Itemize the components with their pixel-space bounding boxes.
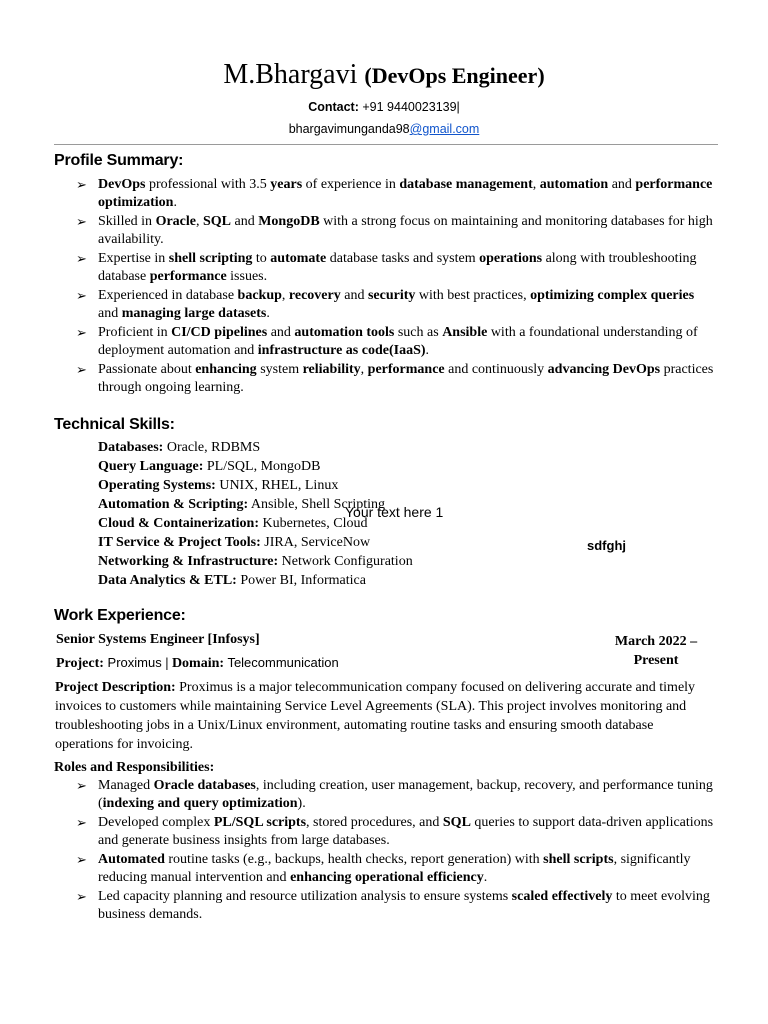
profile-summary-list — [76, 176, 716, 398]
text: Developed complex — [98, 814, 214, 830]
project-line — [56, 655, 339, 672]
skill-value: Network Configuration — [278, 554, 413, 569]
text: and — [231, 213, 259, 229]
text: to meet evolving business demands. — [98, 888, 710, 923]
text: of experience in — [302, 177, 400, 192]
header-divider — [54, 144, 718, 145]
arrow-bullet-icon: ➢ — [76, 213, 87, 229]
bold-text: performance optimization — [98, 177, 713, 211]
phone-number: +91 9440023139| — [358, 100, 460, 114]
skill-row — [98, 438, 413, 457]
role-bullet — [76, 814, 716, 851]
skill-value: Oracle, RDBMS — [163, 440, 261, 455]
job-title: Senior Systems Engineer [Infosys] — [56, 632, 260, 647]
bold-text: DevOps — [98, 177, 146, 192]
bold-text: performance — [149, 269, 227, 285]
arrow-bullet-icon: ➢ — [76, 778, 87, 793]
work-experience-heading: Work Experience: — [54, 607, 186, 624]
skill-label: Databases: — [98, 440, 164, 455]
candidate-role: (DevOps Engineer) — [364, 63, 545, 88]
bold-text: CI/CD pipelines — [171, 324, 268, 340]
bold-text: Oracle — [155, 213, 196, 229]
profile-bullet — [76, 287, 716, 324]
role-bullet — [76, 777, 716, 814]
text: routine tasks (e.g., backups, health checks, report generation) with — [164, 851, 544, 867]
text: and — [608, 177, 636, 192]
text: Passionate about — [98, 361, 196, 377]
bold-text: infrastructure as code(IaaS) — [257, 343, 426, 359]
resume-header — [0, 57, 768, 94]
domain-value: Telecommunication — [224, 655, 339, 670]
skill-value: Ansible, Shell Scripting — [248, 497, 386, 512]
skill-row — [98, 457, 413, 476]
arrow-bullet-icon: ➢ — [76, 177, 87, 192]
name-title — [0, 57, 768, 94]
text: Expertise in — [98, 250, 169, 266]
bold-text: recovery — [288, 287, 341, 303]
project-description-label: Project Description: — [55, 680, 176, 695]
text: , — [360, 361, 368, 377]
stray-text: sdfghj — [587, 538, 626, 553]
bold-text: indexing and query optimization — [102, 796, 298, 812]
profile-summary-heading: Profile Summary: — [54, 152, 184, 169]
bold-text: shell scripts — [543, 851, 614, 867]
bold-text: automation tools — [294, 324, 395, 340]
candidate-name: M.Bhargavi — [223, 59, 358, 90]
bold-text: Automated — [98, 851, 165, 867]
text: with best practices, — [415, 287, 531, 303]
skill-row — [98, 533, 413, 552]
bold-text: reliability — [302, 361, 361, 377]
placeholder-textbox[interactable]: Your text here 1 — [345, 504, 444, 520]
text: professional with 3.5 — [145, 177, 271, 192]
bold-text: enhancing operational efficiency — [290, 870, 484, 886]
technical-skills-heading: Technical Skills: — [54, 416, 175, 433]
bold-text: backup — [237, 287, 282, 303]
arrow-bullet-icon: ➢ — [76, 324, 87, 340]
text: . — [483, 870, 488, 886]
bold-text: enhancing — [195, 361, 257, 377]
bold-text: SQL — [202, 213, 231, 229]
text: queries to support data-driven applications and generate business insights from large databases. — [98, 814, 714, 849]
project-separator: | — [165, 656, 169, 671]
bold-text: Ansible — [442, 324, 488, 340]
text: , — [195, 213, 203, 229]
text: such as — [394, 324, 443, 340]
profile-bullet — [76, 176, 716, 213]
bold-text: managing large datasets — [121, 306, 267, 322]
arrow-bullet-icon: ➢ — [76, 814, 87, 830]
bold-text: advancing DevOps — [547, 361, 661, 377]
skill-label: Operating Systems: — [98, 478, 216, 493]
arrow-bullet-icon: ➢ — [76, 287, 87, 303]
skill-label: Cloud & Containerization: — [98, 516, 259, 531]
bold-text: automate — [270, 250, 327, 266]
project-label: Project: — [56, 656, 104, 671]
bold-text: shell scripting — [168, 250, 253, 266]
text: ). — [297, 796, 306, 812]
text: Led capacity planning and resource utilization analysis to ensure systems — [98, 888, 512, 904]
text: and — [98, 306, 122, 322]
arrow-bullet-icon: ➢ — [76, 250, 87, 266]
project-description — [55, 678, 715, 754]
profile-bullet — [76, 324, 716, 361]
text: and — [340, 287, 368, 303]
bold-text: years — [270, 177, 303, 192]
job-date-end: Present — [633, 653, 679, 668]
skill-row — [98, 476, 413, 495]
skill-value: JIRA, ServiceNow — [260, 535, 371, 550]
bold-text: security — [367, 287, 416, 303]
job-dates — [600, 632, 712, 670]
skill-row — [98, 552, 413, 571]
arrow-bullet-icon: ➢ — [76, 361, 87, 377]
skill-label: Automation & Scripting: — [98, 497, 249, 512]
text: and — [267, 324, 295, 340]
skill-value: PL/SQL, MongoDB — [203, 459, 321, 474]
text: , — [532, 177, 540, 192]
profile-bullet — [76, 213, 716, 250]
email-link[interactable]: @gmail.com — [409, 122, 480, 136]
bold-text: performance — [367, 361, 445, 377]
bold-text: Oracle databases — [153, 778, 256, 793]
role-bullet — [76, 888, 716, 925]
text: with a strong focus on maintaining and monitoring databases for high availability. — [98, 213, 713, 248]
text: to — [252, 250, 271, 266]
bold-text: database management — [399, 177, 533, 192]
bold-text: scaled effectively — [511, 888, 613, 904]
text: Proficient in — [98, 324, 172, 340]
project-value: Proximus — [103, 655, 166, 670]
text: practices through ongoing learning. — [98, 361, 714, 396]
skill-label: Data Analytics & ETL: — [98, 573, 237, 588]
bold-text: SQL — [442, 814, 471, 830]
text: , significantly reducing manual intervention and — [98, 851, 691, 886]
text: and continuously — [444, 361, 548, 377]
text: . — [425, 343, 430, 359]
email-user: bhargavimunganda98 — [288, 122, 410, 136]
text: , including creation, user management, backup, recovery, and performance tuning ( — [98, 778, 713, 812]
text: issues. — [226, 269, 268, 285]
skill-label: IT Service & Project Tools: — [98, 535, 261, 550]
skill-label: Networking & Infrastructure: — [98, 554, 279, 569]
email-line — [0, 122, 768, 136]
text: . — [173, 195, 177, 211]
bold-text: automation — [539, 177, 609, 192]
bold-text: PL/SQL scripts — [213, 814, 307, 830]
skill-value: Power BI, Informatica — [236, 573, 366, 588]
bold-text: MongoDB — [258, 213, 320, 229]
skill-value: Kubernetes, Cloud — [259, 516, 368, 531]
text: , — [281, 287, 289, 303]
text: database tasks and system — [326, 250, 480, 266]
bold-text: optimizing complex queries — [530, 287, 695, 303]
text: Experienced in database — [98, 287, 238, 303]
role-bullet — [76, 851, 716, 888]
text: Managed — [98, 778, 154, 793]
profile-bullet — [76, 361, 716, 398]
text: , stored procedures, and — [306, 814, 443, 830]
text: . — [266, 306, 270, 322]
skill-label: Query Language: — [98, 459, 204, 474]
project-description-text: Proximus is a major telecommunication company focused on delivering accurate and timely invoices to customers while maintaining Service Level Agreements (SLA). This project involves monitoring and troubleshooting jobs in a Unix/Linux environment, automating routine tasks and ensuring smooth database operations for invoicing. — [55, 680, 696, 752]
profile-bullet — [76, 250, 716, 287]
text: Skilled in — [98, 213, 156, 229]
contact-line — [0, 100, 768, 114]
roles-heading: Roles and Responsibilities: — [54, 760, 215, 775]
roles-list — [76, 777, 716, 925]
bold-text: operations — [479, 250, 543, 266]
arrow-bullet-icon: ➢ — [76, 851, 87, 867]
text: system — [256, 361, 303, 377]
job-date-start: March 2022 – — [614, 634, 698, 649]
text: along with troubleshooting database — [98, 250, 697, 285]
text: with a foundational understanding of deployment automation and — [98, 324, 698, 359]
skill-value: UNIX, RHEL, Linux — [215, 478, 339, 493]
contact-label: Contact: — [308, 100, 359, 114]
skill-row — [98, 571, 413, 590]
arrow-bullet-icon: ➢ — [76, 888, 87, 904]
domain-label: Domain: — [168, 656, 225, 671]
